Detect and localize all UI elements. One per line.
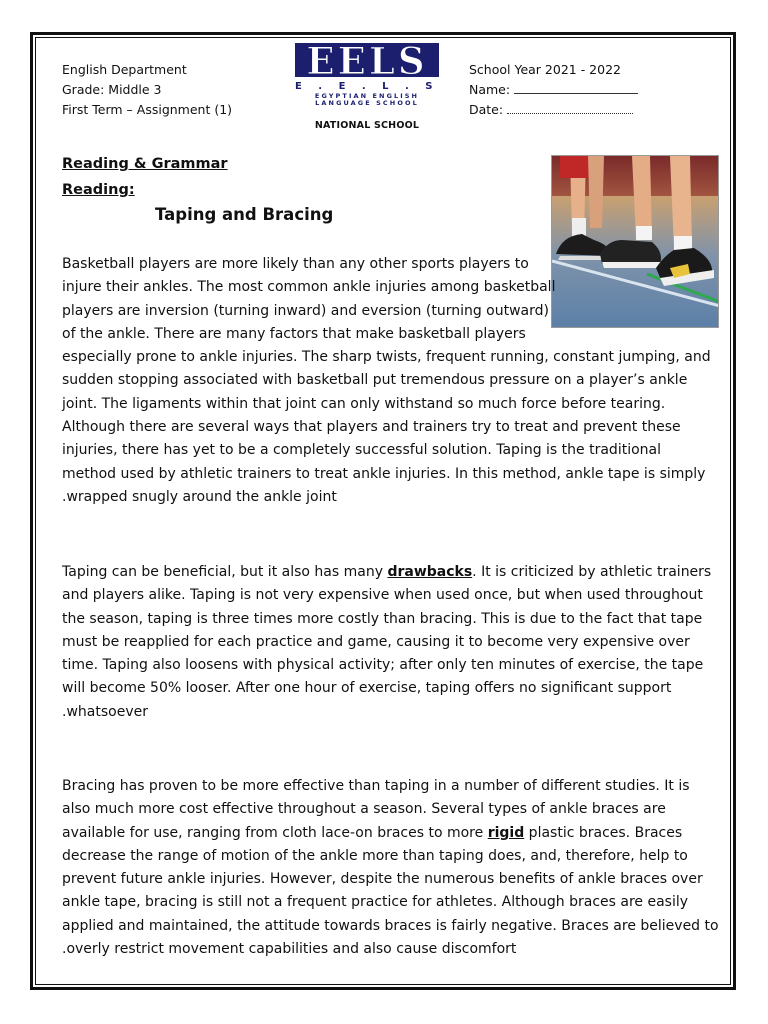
date-blank-field[interactable] (507, 101, 633, 114)
text-run: Bracing has proven to be more effective than taping in a number of different studies. It is (62, 778, 690, 794)
passage-title: Taping and Bracing (155, 205, 334, 224)
text-run: . It is criticized by athletic trainers (472, 564, 712, 580)
text-run: .whatsoever (62, 703, 148, 720)
text-line (62, 253, 687, 276)
text-line (62, 300, 687, 323)
text-line (62, 323, 687, 346)
text-run: Although there are several ways that players and trainers try to treat and prevent these (62, 419, 681, 436)
sock (636, 226, 652, 240)
school-logo (292, 42, 442, 108)
text-line (62, 845, 687, 868)
logo-letters: EELS (306, 42, 428, 83)
text-run: the season, taping is three times more costly than bracing. This is due to the fact that tape (62, 610, 703, 627)
text-run: Basketball players are more likely than any other sports players to (62, 256, 529, 272)
text-run: method used by athletic trainers to treat ankle injuries. In this method, ankle tape is simply (62, 465, 706, 482)
date-label: Date: (469, 102, 504, 117)
text-run: injuries, there has yet to be a completely successful solution. Taping is the traditional (62, 442, 661, 459)
vocabulary-word: rigid (487, 824, 525, 841)
text-run: time. Taping also loosens with physical activity; after only ten minutes of exercise, the tape (62, 657, 704, 674)
text-run: available for use, ranging from cloth lace-on braces to more (62, 824, 488, 841)
text-run: Taping can be beneficial, but it also has many (62, 564, 388, 580)
text-run: decrease the range of motion of the ankle more than taping does, and, therefore, help to (62, 847, 688, 864)
text-line (62, 891, 687, 914)
text-line (62, 677, 687, 700)
text-line (62, 608, 703, 631)
name-blank-field[interactable] (514, 81, 638, 94)
text-run: especially prone to ankle injuries. The sharp twists, frequent running, constant jumping, and (62, 349, 711, 366)
text-line (62, 561, 712, 584)
text-run: .wrapped snugly around the ankle joint (62, 488, 337, 505)
text-line (62, 276, 687, 299)
name-line (469, 80, 638, 100)
text-line (62, 369, 687, 392)
text-run: will become 50% looser. After one hour of exercise, taping offers no significant support (62, 680, 672, 697)
national-school-caption: NATIONAL SCHOOL (314, 120, 420, 131)
grade-label: Grade: Middle 3 (62, 82, 162, 97)
logo-line1: EGYPTIAN ENGLISH (314, 92, 420, 100)
text-run: joint. The ligaments within that joint can only withstand so much force before tearing. (62, 395, 666, 412)
paragraph-3 (62, 775, 719, 961)
text-run: injure their ankles. The most common ankle injuries among basketball (62, 279, 556, 296)
text-run: players are inversion (turning inward) and eversion (turning outward) (62, 302, 549, 319)
logo-spaced-letters: E . E . L . S (294, 81, 440, 92)
text-run: of the ankle. There are many factors that make basketball players (62, 325, 526, 342)
paragraph-2 (62, 561, 712, 724)
text-line (62, 798, 687, 821)
text-run: plastic braces. Braces (524, 824, 683, 841)
header-right (469, 60, 638, 120)
text-line (62, 393, 687, 416)
name-label: Name: (469, 82, 511, 97)
text-line (62, 439, 687, 462)
text-line (62, 701, 687, 724)
text-line (62, 631, 690, 654)
department-label: English Department (62, 62, 187, 77)
text-line (62, 486, 687, 509)
text-run: sudden stopping associated with basketball put tremendous pressure on a player’s ankle (62, 372, 688, 389)
text-line (62, 775, 690, 798)
vocabulary-word: drawbacks (387, 564, 473, 580)
text-run: also much more cost effective throughout a season. Several types of ankle braces are (62, 801, 666, 818)
text-line (62, 463, 706, 486)
reading-subheading: Reading: (62, 182, 135, 198)
section-heading: Reading & Grammar (62, 156, 228, 172)
text-line (62, 346, 711, 369)
text-line (62, 938, 687, 961)
date-line (469, 100, 638, 120)
text-run: ankle tape, bracing is still not a frequent practice for athletes. Although braces are easily (62, 894, 689, 911)
leg-left-front (588, 156, 604, 228)
text-run: .overly restrict movement capabilities and also cause discomfort (62, 941, 517, 958)
text-line (62, 822, 687, 845)
sock (572, 218, 586, 236)
text-line (62, 654, 704, 677)
text-line (62, 915, 719, 938)
term-label: First Term – Assignment (1) (62, 102, 233, 117)
text-run: applied and maintained, the attitude towards braces is fairly negative. Braces are believed to (62, 917, 719, 934)
header-left (62, 60, 232, 120)
text-run: prevent future ankle injuries. However, despite the numerous benefits of ankle braces over (62, 871, 703, 888)
logo-line2: LANGUAGE SCHOOL (315, 99, 419, 107)
text-line (62, 584, 703, 607)
text-line (62, 868, 703, 891)
sock (674, 236, 692, 250)
text-line (62, 416, 687, 439)
text-run: must be reapplied for each practice and game, causing it to become very expensive over (62, 633, 690, 650)
text-run: and players alike. Taping is not very expensive when used once, but when used throughout (62, 587, 703, 604)
paragraph-1 (62, 253, 711, 509)
school-year-label: School Year 2021 - 2022 (469, 62, 621, 77)
